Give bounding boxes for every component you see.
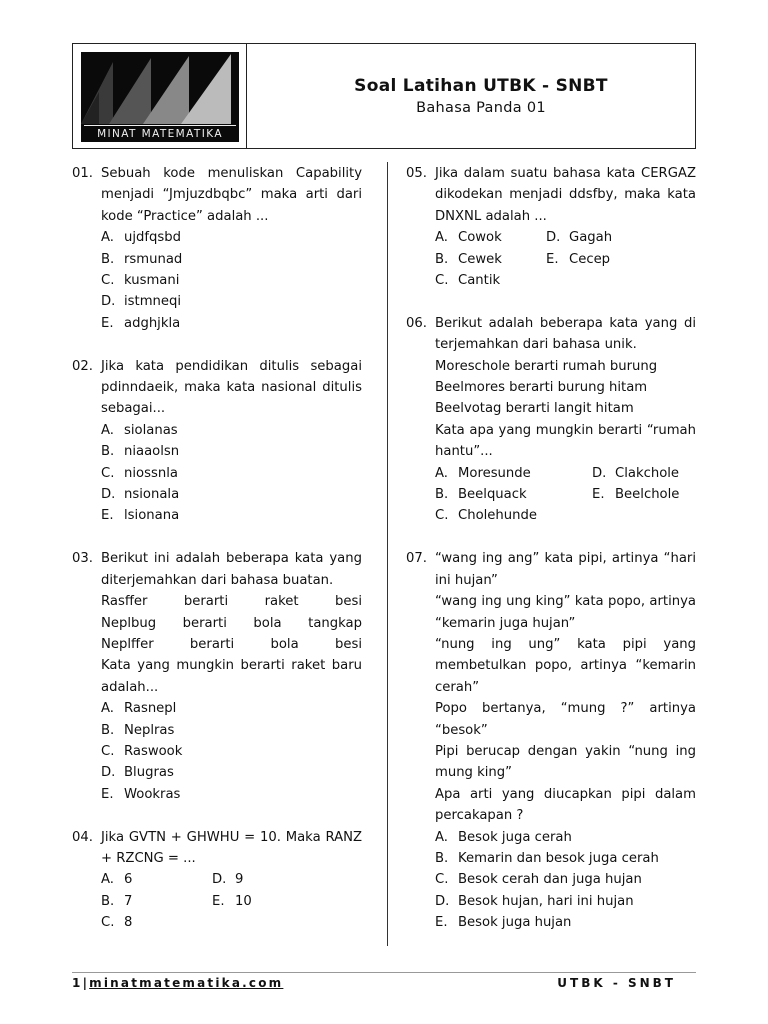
page-number: 1 xyxy=(72,976,83,990)
question-01 xyxy=(72,163,362,334)
option-a[interactable]: A. siolanas xyxy=(101,422,178,438)
question-text: Jika dalam suatu bahasa kata CERGAZ dikodekan menjadi ddsfby, maka kata DNXNL adalah ... xyxy=(435,166,696,224)
option-e[interactable]: E. Cecep xyxy=(546,251,611,267)
document-header xyxy=(72,43,696,149)
title-area xyxy=(247,44,695,148)
question-number: 03. xyxy=(72,551,93,567)
option-d[interactable]: D. Besok hujan, hari ini hujan xyxy=(435,893,634,909)
question-text: Berikut ini adalah beberapa kata yang diterjemahkan dari bahasa buatan. xyxy=(101,551,362,588)
question-text: “wang ing ang” kata pipi, artinya “hari ini hujan” xyxy=(435,551,696,588)
footer-right-label: UTBK - SNBT xyxy=(557,976,676,990)
footer-divider xyxy=(72,972,696,973)
options-grid xyxy=(101,869,362,933)
definition-line: Neplbug berarti bola tangkap xyxy=(101,615,362,631)
option-a[interactable]: A. Cowok xyxy=(435,230,502,246)
option-b[interactable]: B. rsmunad xyxy=(101,251,183,267)
question-text: Pipi berucap dengan yakin “nung ing mung king” xyxy=(435,743,696,781)
option-c[interactable]: C. Cantik xyxy=(435,273,501,289)
footer-left xyxy=(72,976,283,990)
option-c[interactable]: C. 8 xyxy=(101,915,133,931)
option-e[interactable]: E. 10 xyxy=(212,893,252,909)
definition-line: Beelmores berarti burung hitam xyxy=(435,380,648,396)
option-b[interactable]: B. niaaolsn xyxy=(101,444,180,460)
question-text: “wang ing ung king” kata popo, artinya “kemarin juga hujan” xyxy=(435,594,696,631)
option-d[interactable]: D. Blugras xyxy=(101,765,174,781)
option-c[interactable]: C. Cholehunde xyxy=(435,508,537,524)
options-grid xyxy=(435,463,696,527)
footer-separator: | xyxy=(82,976,90,990)
question-number: 02. xyxy=(72,358,93,374)
option-d[interactable]: D. Gagah xyxy=(546,230,613,246)
left-column xyxy=(72,163,362,955)
option-c[interactable]: C. niossnla xyxy=(101,465,178,481)
question-text: Popo bertanya, “mung ?” artinya “besok” xyxy=(435,701,696,738)
question-05 xyxy=(406,163,696,291)
logo-container xyxy=(73,44,247,148)
option-b[interactable]: B. Beelquack xyxy=(435,487,527,503)
question-number: 04. xyxy=(72,829,93,845)
question-06 xyxy=(406,313,696,527)
option-a[interactable]: A. 6 xyxy=(101,872,133,888)
option-d[interactable]: D. istmneqi xyxy=(101,294,182,310)
definition-line: Neplffer berarti bola besi xyxy=(101,636,362,652)
question-02 xyxy=(72,356,362,527)
option-b[interactable]: B. Kemarin dan besok juga cerah xyxy=(435,850,659,866)
option-e[interactable]: E. Besok juga hujan xyxy=(435,915,572,931)
option-a[interactable]: A. Besok juga cerah xyxy=(435,829,572,845)
options-grid xyxy=(435,227,696,291)
question-text: Jika GVTN + GHWHU = 10. Maka RANZ + RZCNG = ... xyxy=(101,829,362,866)
option-e[interactable]: E. Beelchole xyxy=(592,487,680,503)
option-d[interactable]: D. Clakchole xyxy=(592,465,680,481)
option-c[interactable]: C. kusmani xyxy=(101,273,180,289)
question-text: “nung ing ung” kata pipi yang membetulkan popo, artinya “kemarin cerah” xyxy=(435,636,696,695)
option-a[interactable]: A. Moresunde xyxy=(435,465,531,481)
page-subtitle: Bahasa Panda 01 xyxy=(416,100,546,116)
definition-line: Moreschole berarti rumah burung xyxy=(435,358,658,374)
question-number: 01. xyxy=(72,166,93,181)
option-d[interactable]: D. nsionala xyxy=(101,487,180,503)
question-04 xyxy=(72,827,362,934)
question-text: Sebuah kode menuliskan Capability menjadi “Jmjuzdbqbc” maka arti dari kode “Practice” adalah ... xyxy=(101,166,362,224)
question-text: Jika kata pendidikan ditulis sebagai pdinndaeik, maka kata nasional ditulis sebagai... xyxy=(101,358,362,417)
right-column xyxy=(406,163,696,955)
option-b[interactable]: B. 7 xyxy=(101,893,133,909)
option-b[interactable]: B. Cewek xyxy=(435,251,502,267)
option-a[interactable]: A. Rasnepl xyxy=(101,701,177,717)
page-title: Soal Latihan UTBK - SNBT xyxy=(354,76,608,96)
option-e[interactable]: E. Wookras xyxy=(101,786,181,802)
question-number: 05. xyxy=(406,166,427,181)
option-b[interactable]: B. Neplras xyxy=(101,722,175,738)
logo xyxy=(81,52,239,142)
question-07 xyxy=(406,548,696,933)
option-c[interactable]: C. Besok cerah dan juga hujan xyxy=(435,872,642,888)
definition-line: Rasffer berarti raket besi xyxy=(101,594,362,610)
question-prompt: Kata yang mungkin berarti raket baru adalah... xyxy=(101,658,362,695)
question-prompt: Kata apa yang mungkin berarti “rumah hantu”... xyxy=(435,422,696,460)
question-prompt: Apa arti yang diucapkan pipi dalam percakapan ? xyxy=(435,786,696,824)
option-e[interactable]: E. adghjkla xyxy=(101,315,181,331)
option-e[interactable]: E. lsionana xyxy=(101,508,180,524)
question-number: 06. xyxy=(406,315,427,331)
column-divider xyxy=(387,162,388,946)
question-03 xyxy=(72,548,362,805)
option-c[interactable]: C. Raswook xyxy=(101,743,183,759)
footer-url-link[interactable]: minatmatematika.com xyxy=(89,976,284,990)
definition-line: Beelvotag berarti langit hitam xyxy=(435,401,634,417)
question-number: 07. xyxy=(406,551,427,567)
logo-text: MINAT MATEMATIKA xyxy=(84,125,236,140)
question-text: Berikut adalah beberapa kata yang di terjemahkan dari bahasa unik. xyxy=(435,315,696,353)
option-d[interactable]: D. 9 xyxy=(212,872,244,888)
option-a[interactable]: A. ujdfqsbd xyxy=(101,230,182,246)
